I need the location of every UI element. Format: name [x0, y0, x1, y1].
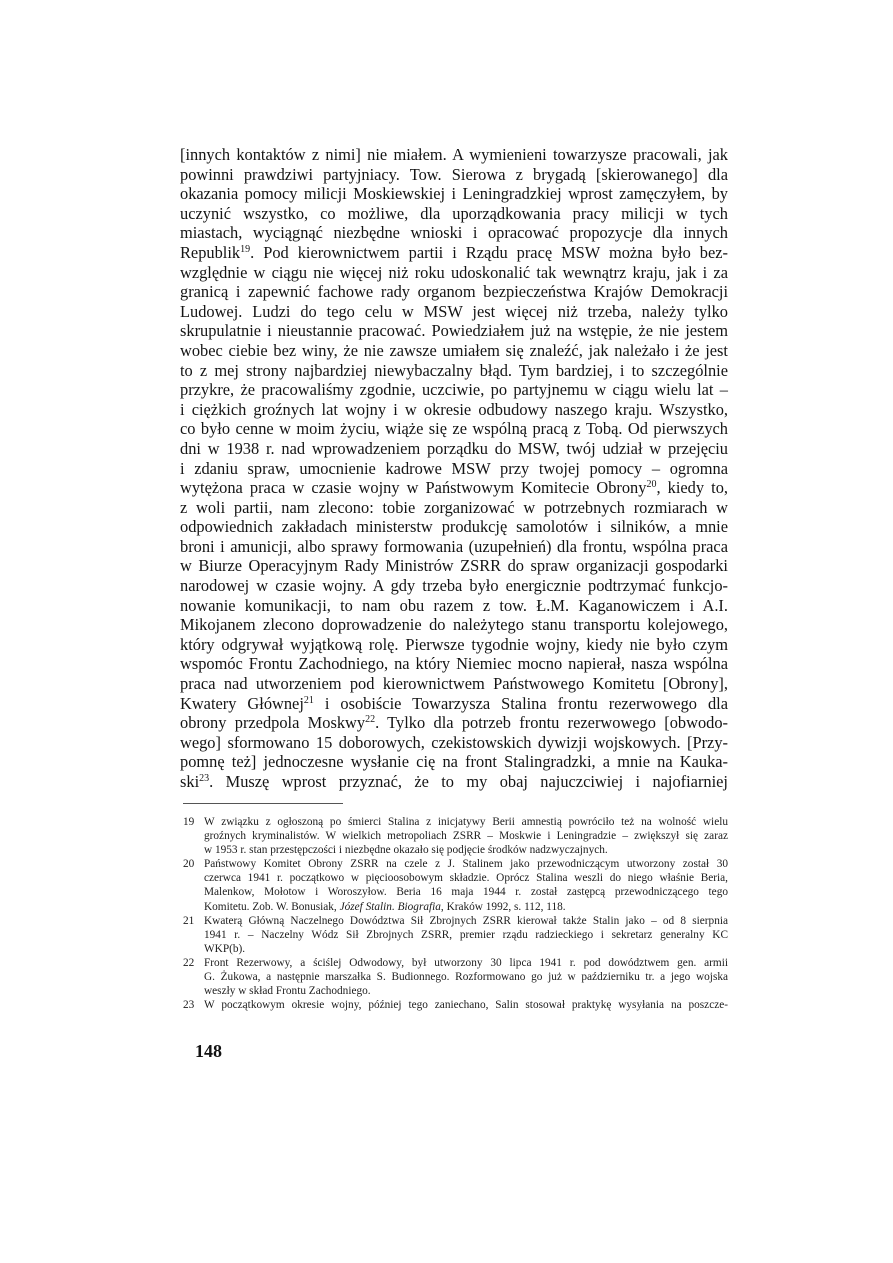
footnote-21 — [183, 914, 728, 956]
footnote-ref-19[interactable]: 19 — [240, 243, 251, 255]
text-line: co było cenne w moim życiu, wiąże się ze wspólną pracą z Tobą. Od pierwszych — [180, 419, 728, 439]
text-fragment: Muszę wprost przyznać, że to my obaj najuczciwiej i najofiarniej — [225, 772, 728, 791]
body-text — [180, 145, 728, 792]
footnote-line: Front Rezerwowy, a ściślej Odwodowy, był utworzony 30 lipca 1941 r. pod dowództwem gen. armii — [204, 956, 728, 969]
text-line: z woli partii, nam zlecono: tobie zorganizować w potrzebnych rozmiarach w — [180, 497, 728, 517]
text-line: miastach, wyciągnąć niezbędne wnioski i opracować propozycje dla innych — [180, 223, 728, 243]
text-fragment: Kwatery Głównej — [180, 693, 304, 713]
text-line: wego] sformowano 15 doborowych, czekistowskich dywizji wojskowych. [Przy- — [180, 732, 728, 752]
book-title: Józef Stalin. Biografia — [339, 900, 441, 913]
text-fragment: obrony przedpola Moskwy — [180, 713, 366, 733]
footnote-line: W początkowym okresie wojny, później tego zaniechano, Salin stosował praktykę wysyłania na poszcze- — [204, 999, 728, 1012]
text-line — [180, 772, 728, 792]
text-line: pomnę też] jednoczesne wysłanie cię na front Stalingradzki, a mnie na Kauka- — [180, 752, 728, 772]
text-line — [180, 694, 728, 714]
footnote-line: Kwaterą Główną Naczelnego Dowództwa Sił Zbrojnych ZSRR kierował także Stalin jako – od 8 sierpnia — [204, 914, 728, 927]
text-line: i ciężkich groźnych lat wojny i w okresie odbudowy naszego kraju. Wszystko, — [180, 399, 728, 419]
text-line: powinni prawdziwi partyjniacy. Tow. Sierowa z brygadą [skierowanego] dla — [180, 164, 728, 184]
footnote-separator — [183, 803, 343, 804]
footnote-ref-22[interactable]: 22 — [365, 714, 376, 726]
footnote-number: 22 — [183, 956, 195, 969]
text-fragment: , kiedy to, — [656, 478, 728, 498]
text-fragment: . Tylko dla potrzeb frontu rezerwowego [obwodo- — [375, 713, 728, 733]
text-line: to z mej strony najbardziej niewybaczalny błąd. Tym bardziej, i to szczególnie — [180, 360, 728, 380]
footnote-ref-21[interactable]: 21 — [303, 694, 314, 706]
text-fragment: wytężona praca w czasie wojny w Państwowym Komitecie Obrony — [180, 478, 647, 498]
footnotes — [183, 815, 728, 1012]
text-line: w Biurze Operacyjnym Rady Ministrów ZSRR do spraw organizacji gospodarki — [180, 556, 728, 576]
text-fragment: ski — [180, 772, 200, 791]
text-line: dni w 1938 r. nad wprowadzeniem porządku do MSW, twój udział w przejęciu — [180, 438, 728, 458]
text-line: który odgrywał wyjątkową rolę. Pierwsze tygodnie wojny, kiedy nie było czym — [180, 634, 728, 654]
text-line: nowanie komunikacji, to nam obu razem z tow. Ł.M. Kaganowiczem i A.I. — [180, 595, 728, 615]
footnote-line: 1941 r. – Naczelny Wódz Sił Zbrojnych ZSRR, premier rządu radzieckiego i sekretarz generalny KC — [204, 928, 728, 941]
footnote-22 — [183, 956, 728, 998]
text-line: Ludowej. Ludzi do tego celu w MSW jest więcej niż trzeba, należy tylko — [180, 301, 728, 321]
text-line: i zdaniu spraw, umocnienie kadrowe MSW przy twojej pomocy – ogromna — [180, 458, 728, 478]
footnote-line: w 1953 r. stan przestępczości i niezbędne okazało się podjęcie środków nadzwyczajnych. — [204, 844, 608, 857]
footnote-line: G. Żukowa, a następnie marszałka S. Budionnego. Rozformowano go już w październiku tr. a jego wojska — [204, 971, 728, 984]
footnote-number: 23 — [183, 999, 195, 1012]
text-line: uczynić wszystko, co możliwe, dla uporządkowania pracy milicji w tych — [180, 203, 728, 223]
text-fragment: . — [209, 772, 226, 791]
footnote-line: groźnych kryminalistów. W wielkich metropoliach ZSRR – Moskwie i Leningradzie – zwiększył się zaraz — [204, 830, 728, 843]
text-fragment: Republik — [180, 242, 241, 262]
text-line: wobec ciebie bez winy, że nie zawsze umiałem się znaleźć, jak należało i że jest — [180, 340, 728, 360]
footnote-ref-23[interactable]: 23 — [199, 773, 210, 784]
text-line: praca nad utworzeniem pod kierownictwem Państwowego Komitetu [Obrony], — [180, 674, 728, 694]
footnote-19 — [183, 815, 728, 857]
footnote-number: 21 — [183, 914, 195, 927]
text-line: odpowiednich zakładach ministerstw produkcję samolotów i silników, a mnie — [180, 517, 728, 537]
text-fragment: , Kraków 1992, s. 112, 118. — [440, 900, 566, 913]
text-line: przykre, że pracowaliśmy zgodnie, uczciwie, po partyjnemu w ciągu wielu lat – — [180, 380, 728, 400]
text-fragment: . Pod kierownictwem partii i Rządu pracę MSW można było bez- — [250, 242, 728, 262]
footnote-line: Malenkow, Mołotow i Woroszyłow. Beria 16 maja 1944 r. został zastępcą przewodniczącego tego — [204, 886, 728, 899]
footnote-line: Państwowy Komitet Obrony ZSRR na czele z J. Stalinem jako przewodniczącym utworzony został 30 — [204, 858, 728, 871]
text-line: względnie w ciągu nie więcej niż roku udoskonalić tak wewnątrz kraju, jak i za — [180, 262, 728, 282]
text-line: [innych kontaktów z nimi] nie miałem. A wymienieni towarzysze pracowali, jak — [180, 145, 728, 164]
footnote-number: 19 — [183, 816, 195, 828]
text-line: granicą i zapewnić fachowe rady organom bezpieczeństwa Krajów Demokracji — [180, 282, 728, 302]
footnote-number: 20 — [183, 858, 195, 871]
text-fragment: Komitetu. Zob. W. Bonusiak, — [204, 900, 340, 913]
page-number: 148 — [195, 1041, 222, 1061]
text-line: skrupulatnie i nieustannie pracować. Powiedziałem już na wstępie, że nie jestem — [180, 321, 728, 341]
text-line: broni i amunicji, albo sprawy formowania (uzupełnień) dla frontu, wspólna praca — [180, 536, 728, 556]
text-line — [180, 243, 728, 263]
footnote-ref-20[interactable]: 20 — [646, 479, 657, 491]
text-line: Mikojanem zlecono doprowadzenie do należytego stanu transportu kolejowego, — [180, 615, 728, 635]
footnote-line: W związku z ogłoszoną po śmierci Stalina z inicjatywy Berii amnestią powróciło też na wolność wielu — [204, 816, 728, 828]
text-fragment: i osobiście Towarzysza Stalina frontu rezerwowego dla — [313, 693, 728, 713]
text-line — [180, 713, 728, 733]
footnote-line: czerwca 1941 r. początkowo w pięcioosobowym składzie. Oprócz Stalina weszli do niego właśnie Beria, — [204, 872, 728, 885]
text-line: okazania pomocy milicji Moskiewskiej i Leningradzkiej wprost zamęczyłem, by — [180, 184, 728, 204]
footnote-line — [204, 900, 728, 914]
text-line: narodowej w czasie wojny. A gdy trzeba było energicznie podtrzymać funkcjo- — [180, 576, 728, 596]
text-line — [180, 478, 728, 498]
footnote-line: WKP(b). — [204, 942, 246, 955]
footnote-line: weszły w skład Frontu Zachodniego. — [204, 985, 371, 998]
footnote-20 — [183, 857, 728, 913]
text-line: wspomóc Frontu Zachodniego, na który Niemiec mocno napierał, nasza wspólna — [180, 654, 728, 674]
footnote-23 — [183, 998, 728, 1012]
